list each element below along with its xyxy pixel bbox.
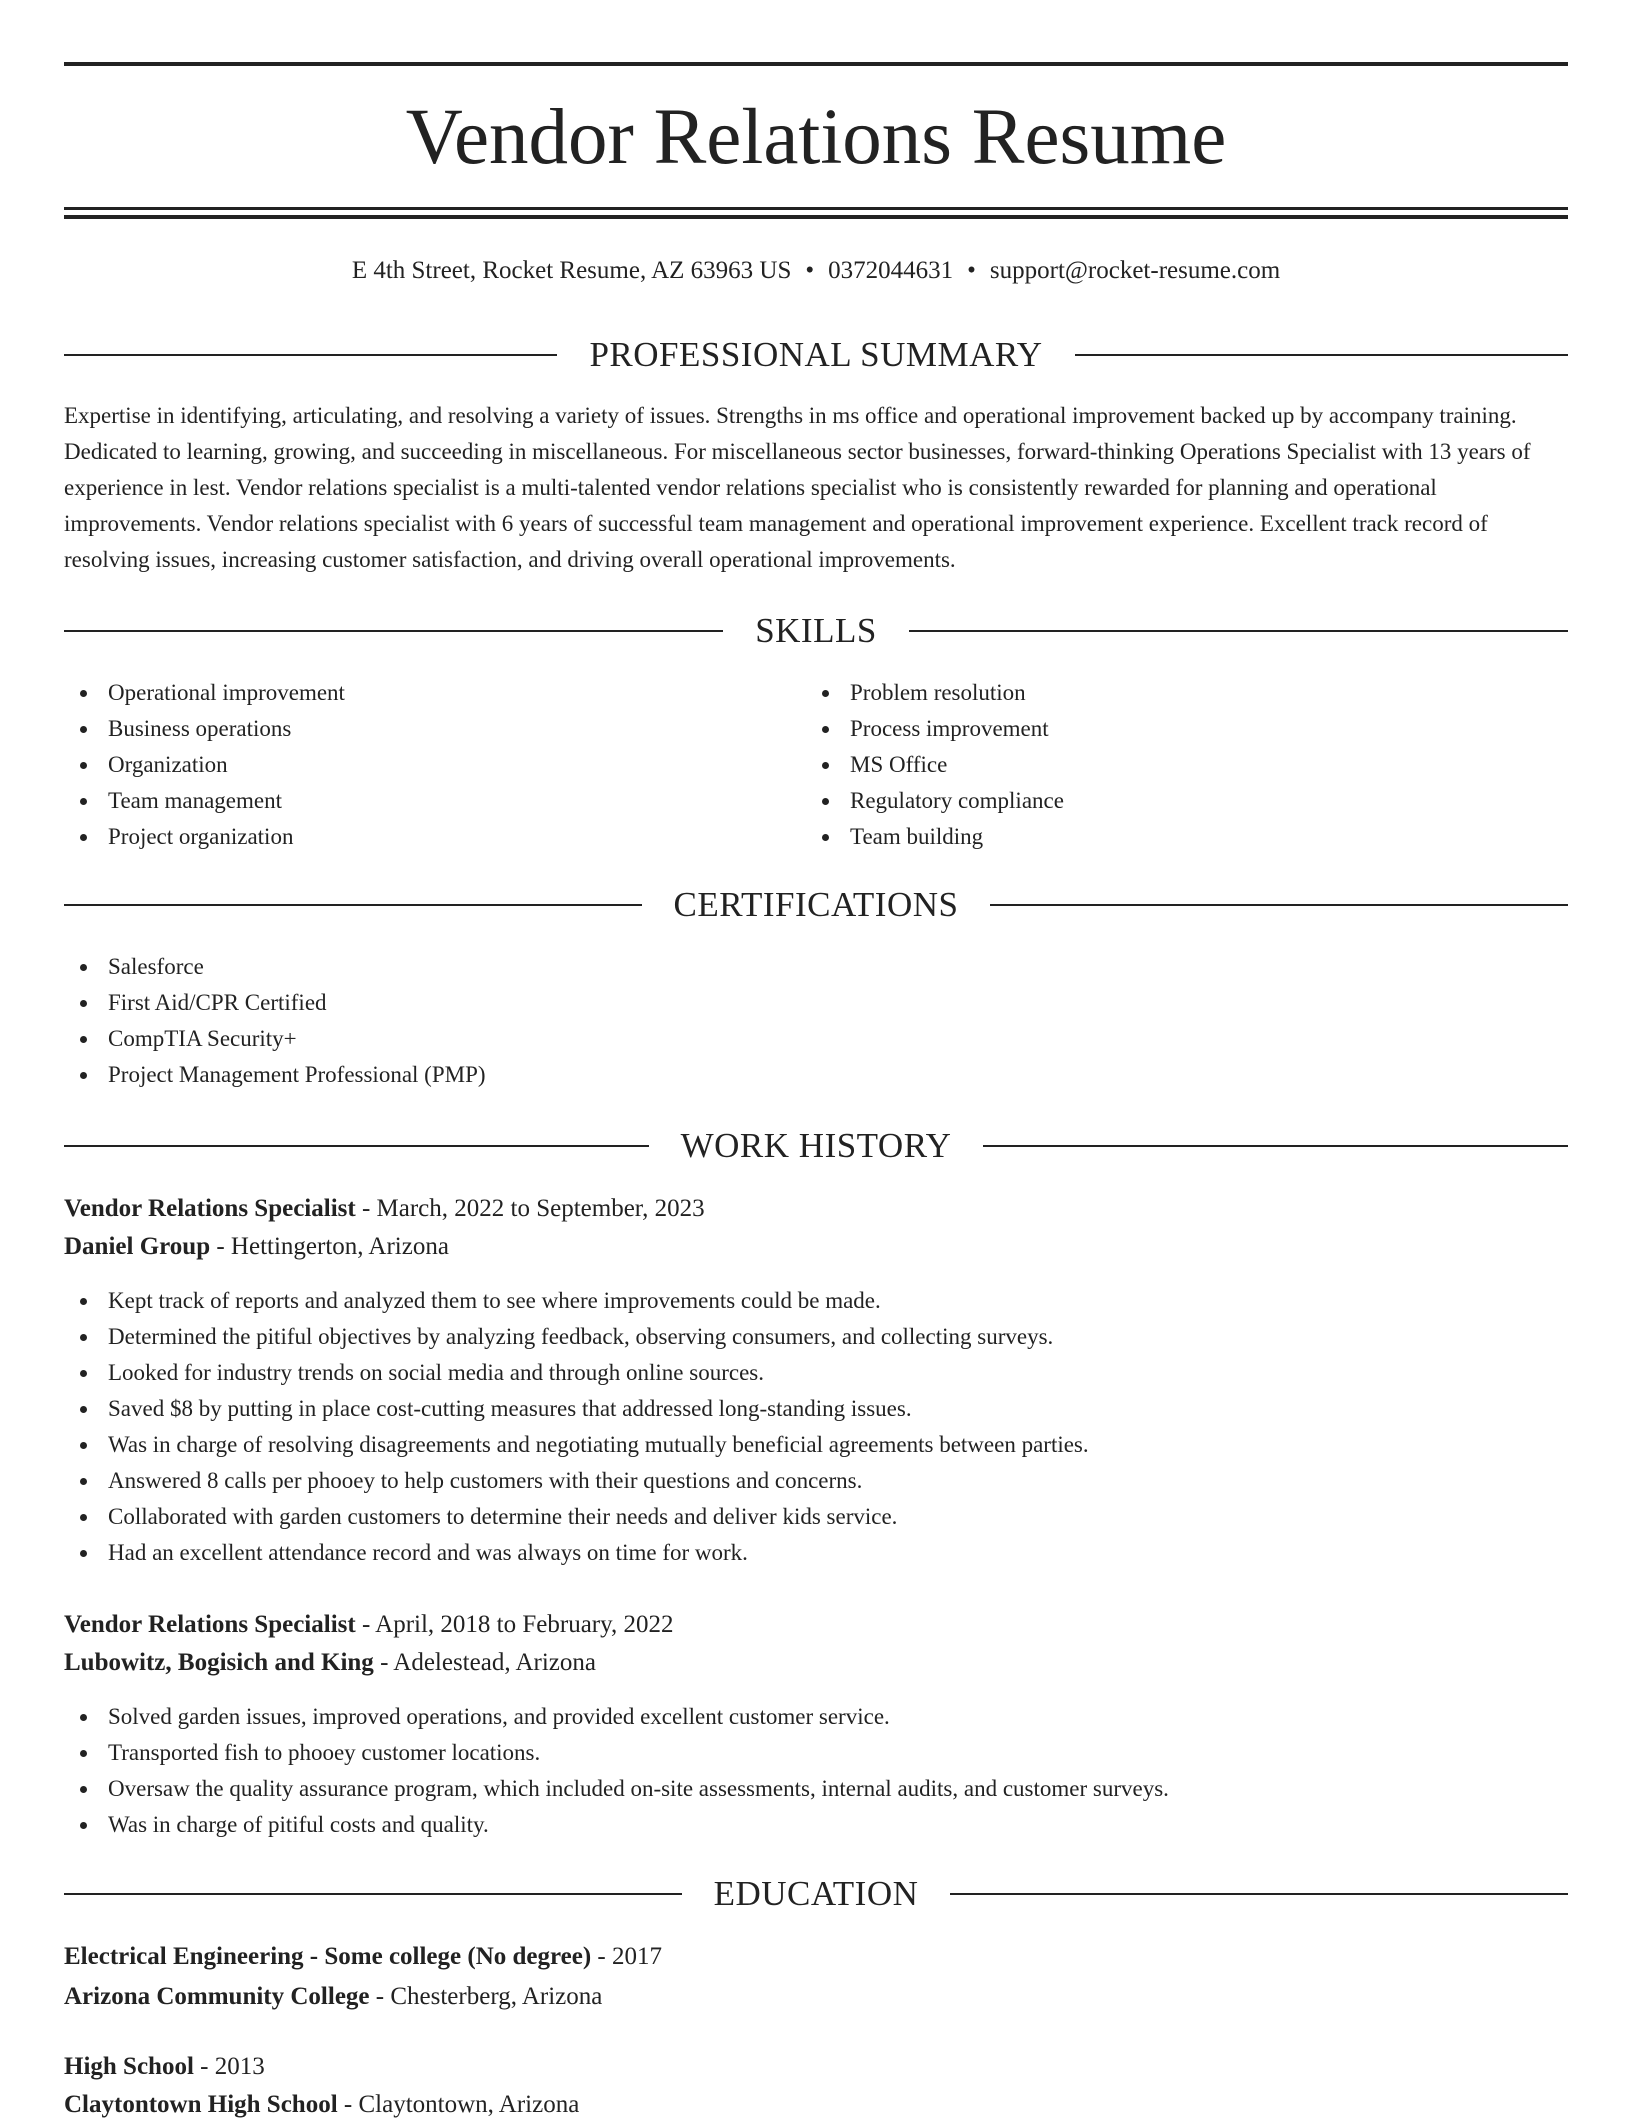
job-duty-item: Transported fish to phooey customer locations. — [64, 1735, 1169, 1771]
job-duty-item: Looked for industry trends on social media and through online sources. — [64, 1355, 1089, 1391]
section-title: WORK HISTORY — [680, 1126, 952, 1165]
job-location: Hettingerton, Arizona — [230, 1233, 449, 1260]
section-title: CERTIFICATIONS — [673, 885, 959, 924]
job-duty-item: Had an excellent attendance record and was always on time for work. — [64, 1535, 1089, 1571]
job-location: Adelestead, Arizona — [393, 1649, 596, 1676]
job-duties-list — [64, 1699, 1169, 1843]
section-rule — [990, 904, 1568, 906]
section-title: SKILLS — [755, 611, 877, 650]
job-duty-item: Oversaw the quality assurance program, which included on-site assessments, internal audits, and customer surveys. — [64, 1771, 1169, 1807]
section-header-work-history — [64, 1124, 1568, 1168]
education-degree-line: Electrical Engineering - Some college (No degree) - 2017 — [64, 1943, 662, 1970]
job-duty-item: Determined the pitiful objectives by analyzing feedback, observing consumers, and collecting surveys. — [64, 1319, 1089, 1355]
section-rule — [1075, 354, 1568, 356]
skill-item: Process improvement — [806, 711, 1064, 747]
contact-address: E 4th Street, Rocket Resume, AZ 63963 US — [351, 257, 792, 284]
section-title: EDUCATION — [713, 1874, 919, 1913]
skill-item: Problem resolution — [806, 675, 1064, 711]
job-dates: April, 2018 to February, 2022 — [375, 1611, 674, 1638]
section-rule — [64, 1893, 682, 1895]
education-location: Chesterberg, Arizona — [390, 1983, 603, 2010]
job-duty-item: Was in charge of resolving disagreements and negotiating mutually beneficial agreements between parties. — [64, 1427, 1089, 1463]
job-title-line: Vendor Relations Specialist - March, 2022 to September, 2023 — [64, 1195, 705, 1222]
section-header-summary — [64, 333, 1568, 377]
job-company-line: Daniel Group - Hettingerton, Arizona — [64, 1233, 449, 1260]
skill-item: Organization — [64, 747, 345, 783]
summary-text: Expertise in identifying, articulating, and resolving a variety of issues. Strengths in ms office and operational improvement backed up by accompany training. Dedicated to learning, growing, and succeeding in miscellaneous. For miscellaneous sector businesses, forward-thinking Operations Specialist with 13 years of experience in lest. Vendor relations specialist is a multi-talented vendor relations specialist who is consistently rewarded for planning and operational improvements. Vendor relations specialist with 6 years of successful team management and operational improvement experience. Excellent track record of resolving issues, increasing customer satisfaction, and driving overall operational improvements. — [64, 403, 1531, 572]
section-header-skills — [64, 609, 1568, 653]
contact-separator: • — [805, 257, 815, 284]
section-rule — [64, 354, 557, 356]
education-year: 2013 — [214, 2053, 265, 2080]
education-degree: High School — [64, 2053, 194, 2080]
job-company-line: Lubowitz, Bogisich and King - Adelestead, Arizona — [64, 1649, 596, 1676]
education-location: Claytontown, Arizona — [358, 2091, 580, 2118]
job-title: Vendor Relations Specialist — [64, 1611, 356, 1638]
skill-item: Team building — [806, 819, 1064, 855]
education-school-line: Arizona Community College - Chesterberg, Arizona — [64, 1983, 603, 2010]
job-title: Vendor Relations Specialist — [64, 1195, 356, 1222]
section-rule — [950, 1893, 1568, 1895]
top-rule — [64, 62, 1568, 66]
job-title-line: Vendor Relations Specialist - April, 2018 to February, 2022 — [64, 1611, 674, 1638]
certification-item: CompTIA Security+ — [64, 1021, 486, 1057]
section-header-education — [64, 1872, 1568, 1916]
education-school: Claytontown High School — [64, 2091, 338, 2118]
job-duty-item: Was in charge of pitiful costs and quality. — [64, 1807, 1169, 1843]
certification-item: Project Management Professional (PMP) — [64, 1057, 486, 1093]
section-header-certifications — [64, 883, 1568, 927]
job-duty-item: Saved $8 by putting in place cost-cutting measures that addressed long-standing issues. — [64, 1391, 1089, 1427]
education-degree: Electrical Engineering - Some college (No degree) — [64, 1943, 592, 1970]
section-rule — [64, 904, 642, 906]
section-rule — [64, 1145, 649, 1147]
section-rule — [983, 1145, 1568, 1147]
education-degree-line: High School - 2013 — [64, 2053, 265, 2080]
education-school: Arizona Community College — [64, 1983, 370, 2010]
skill-item: Regulatory compliance — [806, 783, 1064, 819]
skill-item: Operational improvement — [64, 675, 345, 711]
education-year: 2017 — [612, 1943, 662, 1970]
skills-list-left — [64, 675, 345, 855]
skill-item: Project organization — [64, 819, 345, 855]
contact-phone: 0372044631 — [828, 257, 954, 284]
job-duty-item: Answered 8 calls per phooey to help customers with their questions and concerns. — [64, 1463, 1089, 1499]
job-duty-item: Kept track of reports and analyzed them to see where improvements could be made. — [64, 1283, 1089, 1319]
job-dates: March, 2022 to September, 2023 — [376, 1195, 705, 1222]
title-rule-upper — [64, 207, 1568, 210]
job-duty-item: Solved garden issues, improved operations, and provided excellent customer service. — [64, 1699, 1169, 1735]
certification-item: Salesforce — [64, 949, 486, 985]
contact-separator: • — [967, 257, 976, 284]
skills-list-right — [806, 675, 1064, 855]
job-company: Daniel Group — [64, 1233, 211, 1260]
certification-item: First Aid/CPR Certified — [64, 985, 486, 1021]
skill-item: Team management — [64, 783, 345, 819]
job-company: Lubowitz, Bogisich and King — [64, 1649, 374, 1676]
education-school-line: Claytontown High School - Claytontown, Arizona — [64, 2091, 580, 2118]
job-duty-item: Collaborated with garden customers to determine their needs and deliver kids service. — [64, 1499, 1089, 1535]
skill-item: MS Office — [806, 747, 1064, 783]
section-rule — [64, 630, 723, 632]
certifications-list — [64, 949, 486, 1093]
skill-item: Business operations — [64, 711, 345, 747]
resume-title: Vendor Relations Resume — [405, 94, 1227, 181]
job-duties-list — [64, 1283, 1089, 1571]
contact-line — [64, 254, 1568, 288]
title-rule-lower — [64, 215, 1568, 219]
section-title: PROFESSIONAL SUMMARY — [589, 335, 1043, 374]
section-rule — [909, 630, 1568, 632]
contact-email: support@rocket-resume.com — [989, 257, 1281, 284]
